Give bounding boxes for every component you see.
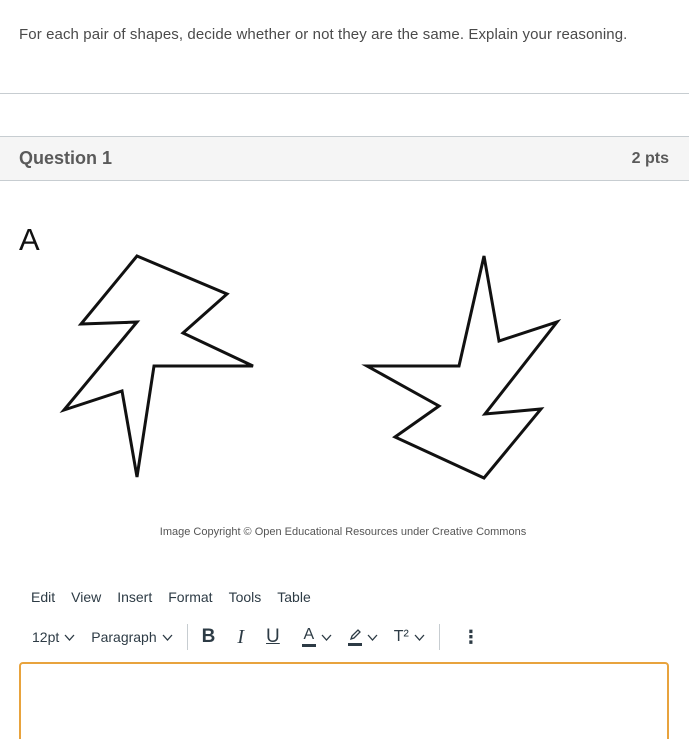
highlight-swatch (348, 643, 362, 646)
shapes-figure (0, 182, 689, 502)
menu-format[interactable]: Format (168, 589, 213, 605)
block-format-select[interactable] (83, 622, 180, 652)
menu-table[interactable]: Table (277, 589, 311, 605)
bold-button[interactable] (194, 622, 224, 652)
chevron-down-icon (414, 634, 425, 641)
image-copyright: Image Copyright © Open Educational Resources under Creative Commons (159, 526, 527, 538)
instructions-text: For each pair of shapes, decide whether or not they are the same. Explain your reasoning. (19, 26, 628, 43)
menu-edit[interactable]: Edit (31, 589, 56, 605)
divider (0, 93, 689, 94)
editor-menubar (31, 589, 311, 605)
text-color-button[interactable] (294, 622, 340, 652)
italic-button[interactable] (229, 622, 252, 652)
font-size-value: 12pt (32, 629, 60, 645)
font-size-select[interactable] (24, 622, 83, 652)
more-icon: ⋮ (461, 626, 480, 647)
bold-icon: B (201, 626, 216, 647)
highlight-color-button[interactable] (340, 622, 386, 652)
italic-icon: I (237, 625, 245, 648)
pen-icon (348, 628, 362, 642)
menu-tools[interactable]: Tools (228, 589, 262, 605)
more-button[interactable] (454, 622, 488, 652)
block-format-value: Paragraph (91, 629, 157, 645)
underline-button[interactable] (258, 622, 288, 652)
menu-insert[interactable]: Insert (117, 589, 153, 605)
question-title: Question 1 (19, 148, 113, 168)
right-shape (367, 256, 557, 478)
text-color-swatch (302, 644, 316, 647)
text-color-icon: A (302, 627, 316, 647)
question-points: 2 pts (631, 150, 669, 167)
underline-icon: U (266, 626, 280, 647)
left-shape (64, 256, 253, 477)
shapes-svg (0, 182, 689, 502)
chevron-down-icon (162, 634, 173, 641)
chevron-down-icon (321, 634, 332, 641)
superscript-icon: T² (393, 628, 409, 645)
highlight-icon (348, 628, 362, 646)
toolbar-separator (439, 624, 440, 650)
question-header (0, 136, 689, 181)
menu-view[interactable]: View (71, 589, 102, 605)
figure-label: A (19, 222, 40, 257)
answer-editor[interactable] (19, 662, 669, 739)
superscript-button[interactable] (386, 622, 433, 652)
chevron-down-icon (64, 634, 75, 641)
chevron-down-icon (367, 634, 378, 641)
toolbar-separator (187, 624, 188, 650)
editor-toolbar (24, 622, 488, 652)
